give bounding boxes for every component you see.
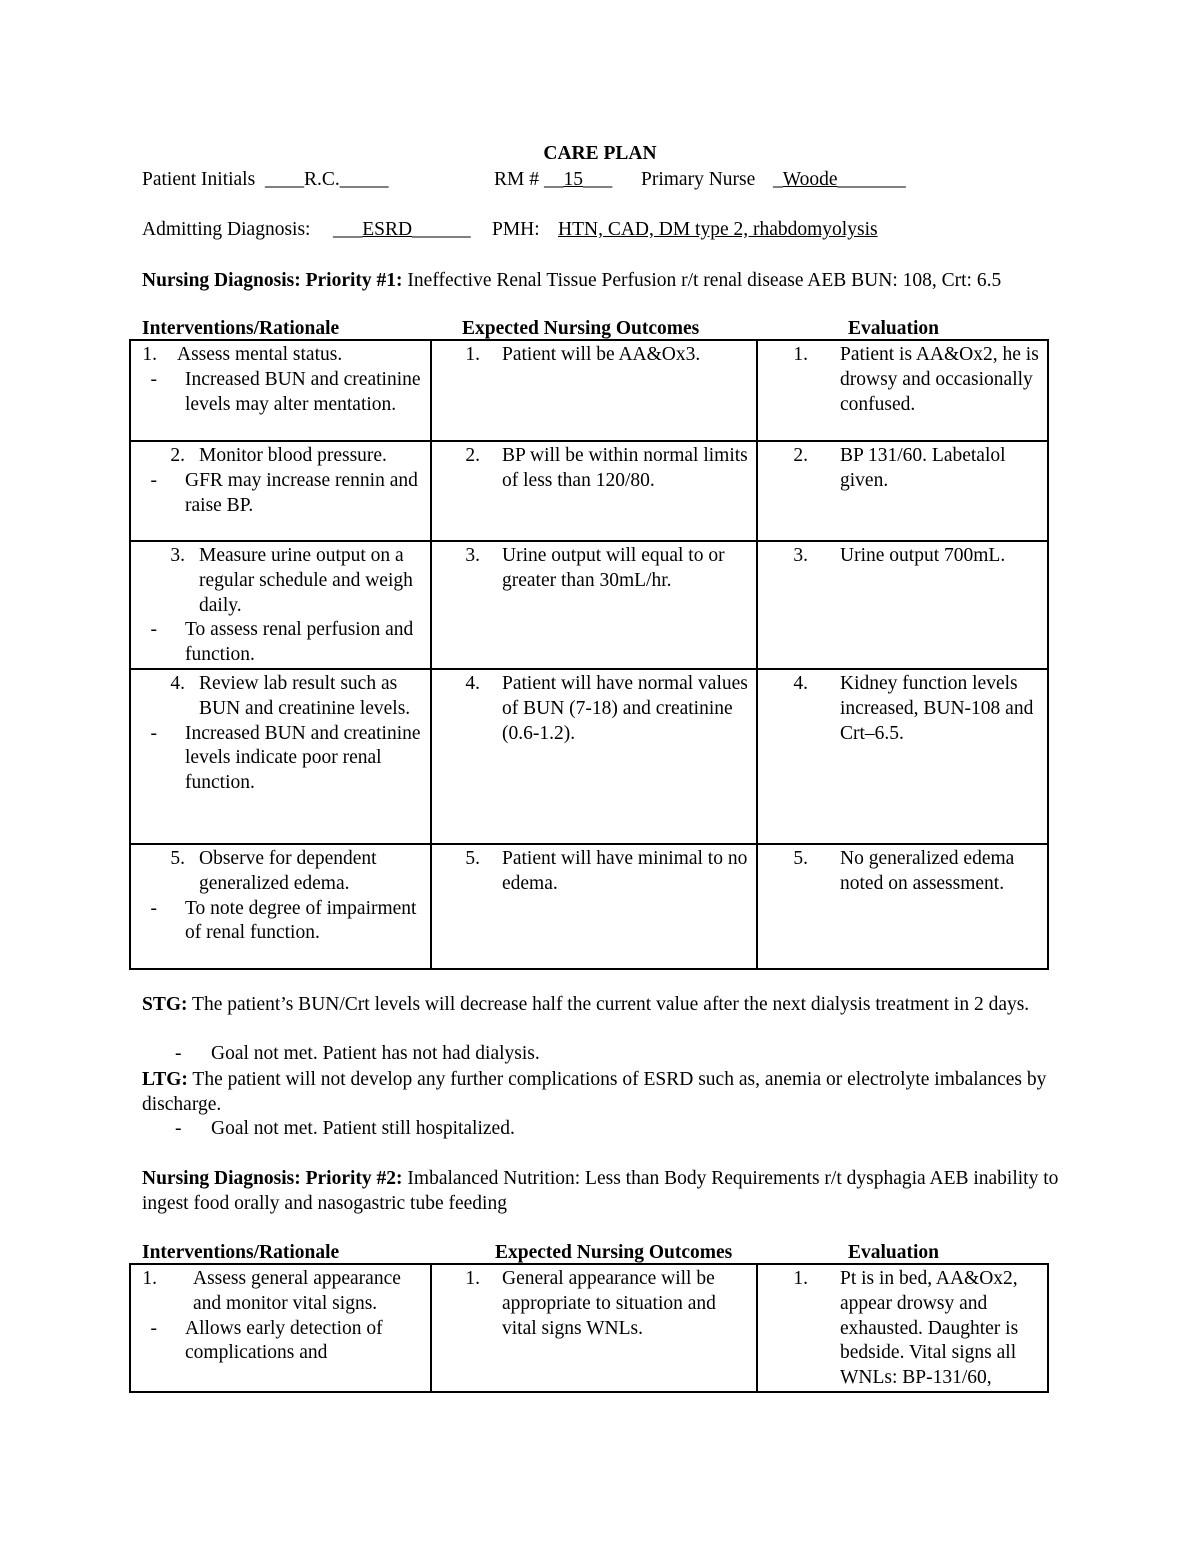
intervention-text: Observe for dependent generalized edema. [199,847,377,894]
room-number-field: __15___ [544,169,613,190]
outcome-text: Patient will have normal values of BUN (7-18) and creatinine (0.6-1.2). [502,672,748,744]
table-row [130,340,1048,441]
ltg-label: LTG: [142,1069,188,1090]
patient-initials-field: ____R.C._____ [265,169,389,190]
stg-goal [142,992,1072,1017]
priority2-text: Imbalanced Nutrition: Less than Body Requirements r/t dysphagia AEB inability to ingest food orally and nasogastric tube feeding [142,1168,1059,1214]
outcome-cell: 4. Patient will have normal values of BUN (7-18) and creatinine (0.6-1.2). [431,669,757,844]
page-title: CARE PLAN [543,143,657,164]
table-row [130,844,1048,969]
intervention-cell: 1. Assess general appearance and monitor vital signs. - Allows early detection of complications and [130,1264,431,1392]
col-outcomes-header: Expected Nursing Outcomes [462,318,700,339]
ltg-goal [142,1067,1072,1117]
evaluation-text: Kidney function levels increased, BUN-108 and Crt–6.5. [840,672,1034,744]
room-number-value: 15 [563,169,583,190]
admitting-diagnosis-value: ESRD [362,219,413,240]
evaluation-text: No generalized edema noted on assessment. [840,847,1015,894]
ltg-dash: - [175,1118,182,1139]
table-row [130,441,1048,541]
ltg-evaluation: Goal not met. Patient still hospitalized. [211,1118,515,1139]
stg-text: The patient’s BUN/Crt levels will decrease half the current value after the next dialysis treatment in 2 days. [192,994,1030,1015]
rationale-text: Allows early detection of complications and [185,1317,383,1364]
primary-nurse-value: Woode [782,169,838,190]
intervention-cell: 5. Observe for dependent generalized edema. - To note degree of impairment of renal function. [130,844,431,969]
evaluation-cell: 1. Patient is AA&Ox2, he is drowsy and occasionally confused. [757,340,1048,441]
intervention-text: Assess mental status. [177,344,343,365]
col-evaluation-header: Evaluation [848,318,940,339]
priority1-diagnosis [142,268,1072,293]
priority2-label: Nursing Diagnosis: Priority #2: [142,1168,403,1189]
col-interventions-header-2: Interventions/Rationale [142,1242,340,1263]
outcome-text: Patient will be AA&Ox3. [502,344,701,365]
intervention-cell: 3. Measure urine output on a regular schedule and weigh daily. - To assess renal perfusion and function. [130,541,431,669]
intervention-cell: 2. Monitor blood pressure. - GFR may increase rennin and raise BP. [130,441,431,541]
outcome-cell: 5. Patient will have minimal to no edema. [431,844,757,969]
pmh-label: PMH: [492,219,540,240]
rationale-text: GFR may increase rennin and raise BP. [185,469,418,516]
evaluation-text: Patient is AA&Ox2, he is drowsy and occasionally confused. [840,344,1039,415]
intervention-text: Assess general appearance and monitor vital signs. [193,1268,401,1314]
rationale-text: To note degree of impairment of renal function. [185,897,417,944]
rationale-text: Increased BUN and creatinine levels may alter mentation. [185,368,421,415]
table-row [130,541,1048,669]
primary-nurse-field: _Woode_______ [773,169,906,190]
col-evaluation-header-2: Evaluation [848,1242,940,1263]
outcome-cell: 1. Patient will be AA&Ox3. [431,340,757,441]
stg-dash: - [175,1043,182,1064]
evaluation-cell: 3. Urine output 700mL. [757,541,1048,669]
evaluation-cell: 2. BP 131/60. Labetalol given. [757,441,1048,541]
pmh-value: HTN, CAD, DM type 2, rhabdomyolysis [558,219,878,240]
col-interventions-header: Interventions/Rationale [142,318,340,339]
outcome-cell: 2. BP will be within normal limits of less than 120/80. [431,441,757,541]
intervention-text: Measure urine output on a regular schedule and weigh daily. [199,545,413,616]
table-row [130,1264,1048,1392]
patient-initials-value: R.C. [304,169,340,190]
rationale-text: To assess renal perfusion and function. [185,619,414,666]
admitting-diagnosis-field: ___ESRD______ [333,219,471,240]
priority2-diagnosis [142,1166,1072,1216]
evaluation-cell: 4. Kidney function levels increased, BUN-108 and Crt–6.5. [757,669,1048,844]
evaluation-cell: 5. No generalized edema noted on assessment. [757,844,1048,969]
table-row [130,669,1048,844]
room-number-label: RM # [494,169,539,190]
intervention-cell: 4. Review lab result such as BUN and creatinine levels. - Increased BUN and creatinine levels indicate poor renal function. [130,669,431,844]
primary-nurse-label: Primary Nurse [641,169,756,190]
evaluation-cell: 1. Pt is in bed, AA&Ox2, appear drowsy and exhausted. Daughter is bedside. Vital signs all WNLs: BP-131/60, [757,1264,1048,1392]
col-outcomes-header-2: Expected Nursing Outcomes [495,1242,733,1263]
outcome-text: BP will be within normal limits of less than 120/80. [502,445,748,491]
patient-initials-label: Patient Initials [142,169,256,190]
stg-evaluation: Goal not met. Patient has not had dialysis. [211,1043,540,1064]
stg-label: STG: [142,994,188,1015]
evaluation-text: Pt is in bed, AA&Ox2, appear drowsy and exhausted. Daughter is bedside. Vital signs all WNLs: BP-131/60, [840,1268,1019,1389]
intervention-text: Monitor blood pressure. [199,445,387,466]
intervention-cell: 1. Assess mental status. - Increased BUN and creatinine levels may alter mentation. [130,340,431,441]
outcome-text: Urine output will equal to or greater than 30mL/hr. [502,545,725,591]
priority1-table [129,339,1049,970]
ltg-text: The patient will not develop any further complications of ESRD such as, anemia or electrolyte imbalances by discharge. [142,1069,1047,1115]
evaluation-text: Urine output 700mL. [840,545,1006,566]
priority2-table [129,1263,1049,1393]
rationale-text: Increased BUN and creatinine levels indicate poor renal function. [185,722,421,794]
priority1-label: Nursing Diagnosis: Priority #1: [142,270,403,291]
priority1-text: Ineffective Renal Tissue Perfusion r/t renal disease AEB BUN: 108, Crt: 6.5 [407,270,1002,291]
outcome-cell: 1. General appearance will be appropriate to situation and vital signs WNLs. [431,1264,757,1392]
intervention-text: Review lab result such as BUN and creatinine levels. [199,672,411,719]
outcome-text: General appearance will be appropriate to situation and vital signs WNLs. [502,1268,716,1339]
outcome-text: Patient will have minimal to no edema. [502,847,748,894]
outcome-cell: 3. Urine output will equal to or greater than 30mL/hr. [431,541,757,669]
admitting-diagnosis-label: Admitting Diagnosis: [142,219,311,240]
evaluation-text: BP 131/60. Labetalol given. [840,445,1006,491]
